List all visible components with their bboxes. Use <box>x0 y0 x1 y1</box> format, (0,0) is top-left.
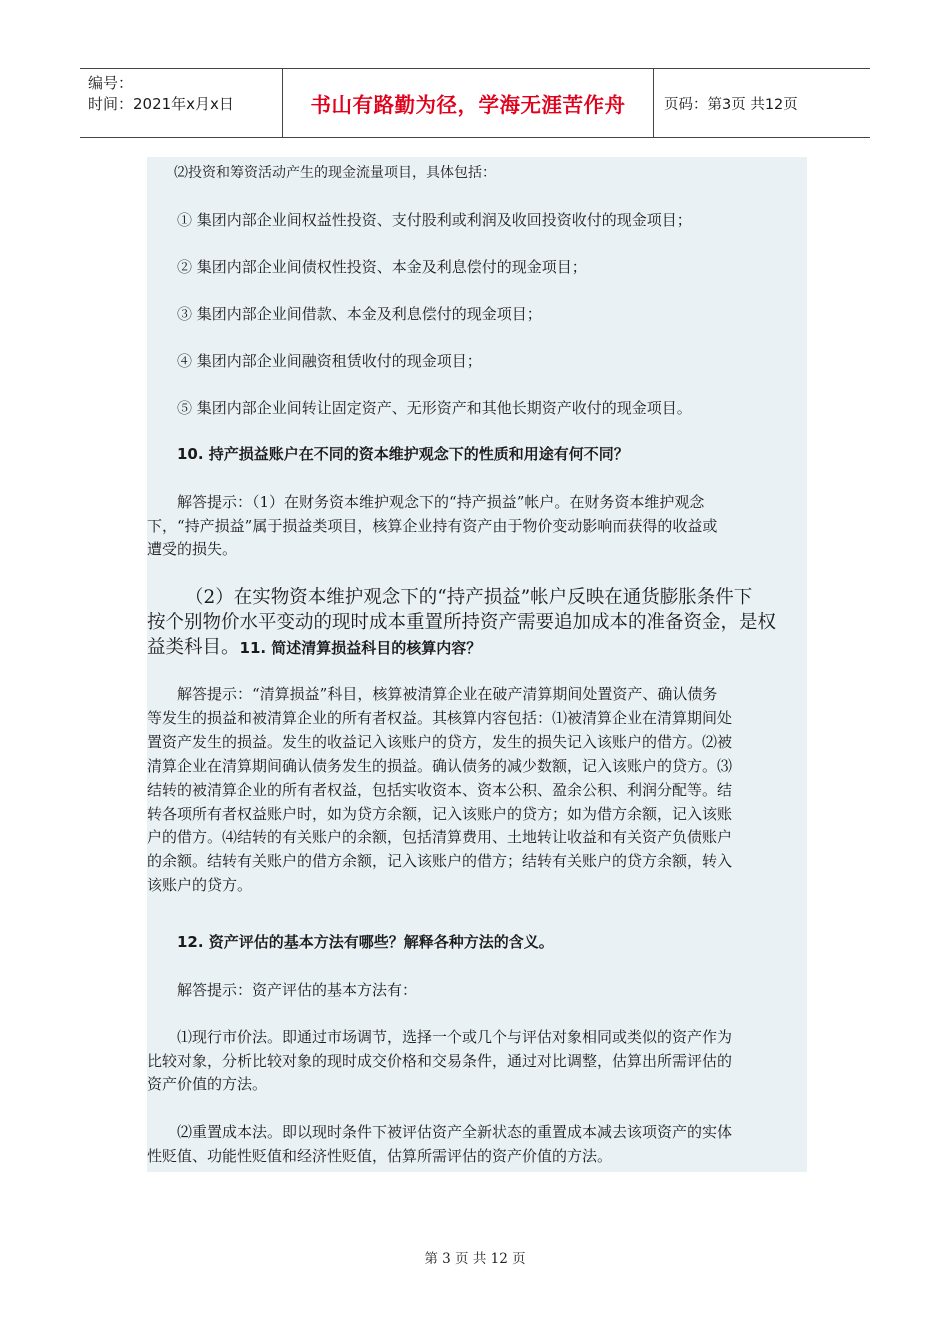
text-line: 下，“持产损益”属于损益类项目，核算企业持有资产由于物价变动影响而获得的收益或 <box>147 516 718 535</box>
document-body <box>147 157 807 1172</box>
header-motto-cell <box>282 69 654 137</box>
text-line: 性贬值、功能性贬值和经济性贬值，估算所需评估的资产价值的方法。 <box>147 1146 613 1165</box>
text-line: 该账户的贷方。 <box>147 876 253 895</box>
header-meta <box>80 69 282 137</box>
number-label: 编号： <box>88 74 134 92</box>
date-label: 时间：2021年x月x日 <box>88 95 234 113</box>
method-2-paragraph <box>147 1121 807 1168</box>
question-11-heading: 11. 简述清算损益科目的核算内容？ <box>239 639 482 657</box>
intro-paragraph: ⑵投资和筹资活动产生的现金流量项目，具体包括： <box>174 165 496 181</box>
text-line: 转各项所有者权益账户时，如为贷方余额，记入该账户的贷方；如为借方余额，记入该账 <box>147 804 733 823</box>
answer-10b-paragraph <box>147 585 807 661</box>
text-line: 比较对象，分析比较对象的现时成交价格和交易条件，通过对比调整，估算出所需评估的 <box>147 1051 733 1070</box>
text-line: 置资产发生的损益。发生的收益记入该账户的贷方，发生的损失记入该账户的借方。⑵被 <box>147 732 733 751</box>
text-line: 等发生的损益和被清算企业的所有者权益。其核算内容包括：⑴被清算企业在清算期间处 <box>147 708 733 727</box>
answer-10-paragraph <box>147 491 807 562</box>
text-line: 结转的被清算企业的所有者权益，包括实收资本、资本公积、盈余公积、利润分配等。结 <box>147 780 733 799</box>
method-1-paragraph <box>147 1026 807 1097</box>
text-line: 解答提示：（1）在财务资本维护观念下的“持产损益”帐户。在财务资本维护观念 <box>177 493 705 511</box>
text-fragment: 益类科目。 <box>147 637 240 658</box>
page-info: 页码：第3页 共12页 <box>664 96 798 113</box>
text-line: （2）在实物资本维护观念下的“持产损益”帐户反映在通货膨胀条件下 <box>185 587 753 608</box>
text-line <box>147 635 807 661</box>
text-line: 资产价值的方法。 <box>147 1075 268 1093</box>
question-12-heading: 12. 资产评估的基本方法有哪些？解释各种方法的含义。 <box>177 933 554 951</box>
text-line: 清算企业在清算期间确认债务发生的损益。确认债务的减少数额，记入该账户的贷方。⑶ <box>147 756 733 775</box>
answer-11-paragraph <box>147 683 807 898</box>
text-line: 按个别物价水平变动的现时成本重置所持资产需要追加成本的准备资金，是权 <box>147 612 777 633</box>
page-footer: 第 3 页 共 12 页 <box>424 1251 526 1267</box>
text-line: 遭受的损失。 <box>147 540 238 558</box>
list-item: ③ 集团内部企业间借款、本金及利息偿付的现金项目； <box>177 305 542 323</box>
text-line: 的余额。结转有关账户的借方余额，记入该账户的借方；结转有关账户的贷方余额，转入 <box>147 852 733 871</box>
text-line: 户的借方。⑷结转的有关账户的余额，包括清算费用、土地转让收益和有关资产负债账户 <box>147 828 733 847</box>
list-item: ① 集团内部企业间权益性投资、支付股利或利润及收回投资收付的现金项目； <box>177 211 692 229</box>
motto: 书山有路勤为径，学海无涯苦作舟 <box>310 93 626 117</box>
header-page-info-cell <box>654 69 870 137</box>
list-item: ⑤ 集团内部企业间转让固定资产、无形资产和其他长期资产收付的现金项目。 <box>177 399 692 417</box>
text-line: 解答提示：“清算损益”科目，核算被清算企业在破产清算期间处置资产、确认债务 <box>177 685 718 703</box>
list-item: ② 集团内部企业间债权性投资、本金及利息偿付的现金项目； <box>177 258 587 276</box>
text-line: ⑵重置成本法。即以现时条件下被评估资产全新状态的重置成本减去该项资产的实体 <box>177 1123 733 1141</box>
answer-12-intro: 解答提示：资产评估的基本方法有： <box>177 981 418 999</box>
page-header <box>80 68 870 138</box>
text-line: ⑴现行市价法。即通过市场调节，选择一个或几个与评估对象相同或类似的资产作为 <box>177 1028 733 1046</box>
question-10-heading: 10. 持产损益账户在不同的资本维护观念下的性质和用途有何不同？ <box>177 445 629 463</box>
list-item: ④ 集团内部企业间融资租赁收付的现金项目； <box>177 352 482 370</box>
